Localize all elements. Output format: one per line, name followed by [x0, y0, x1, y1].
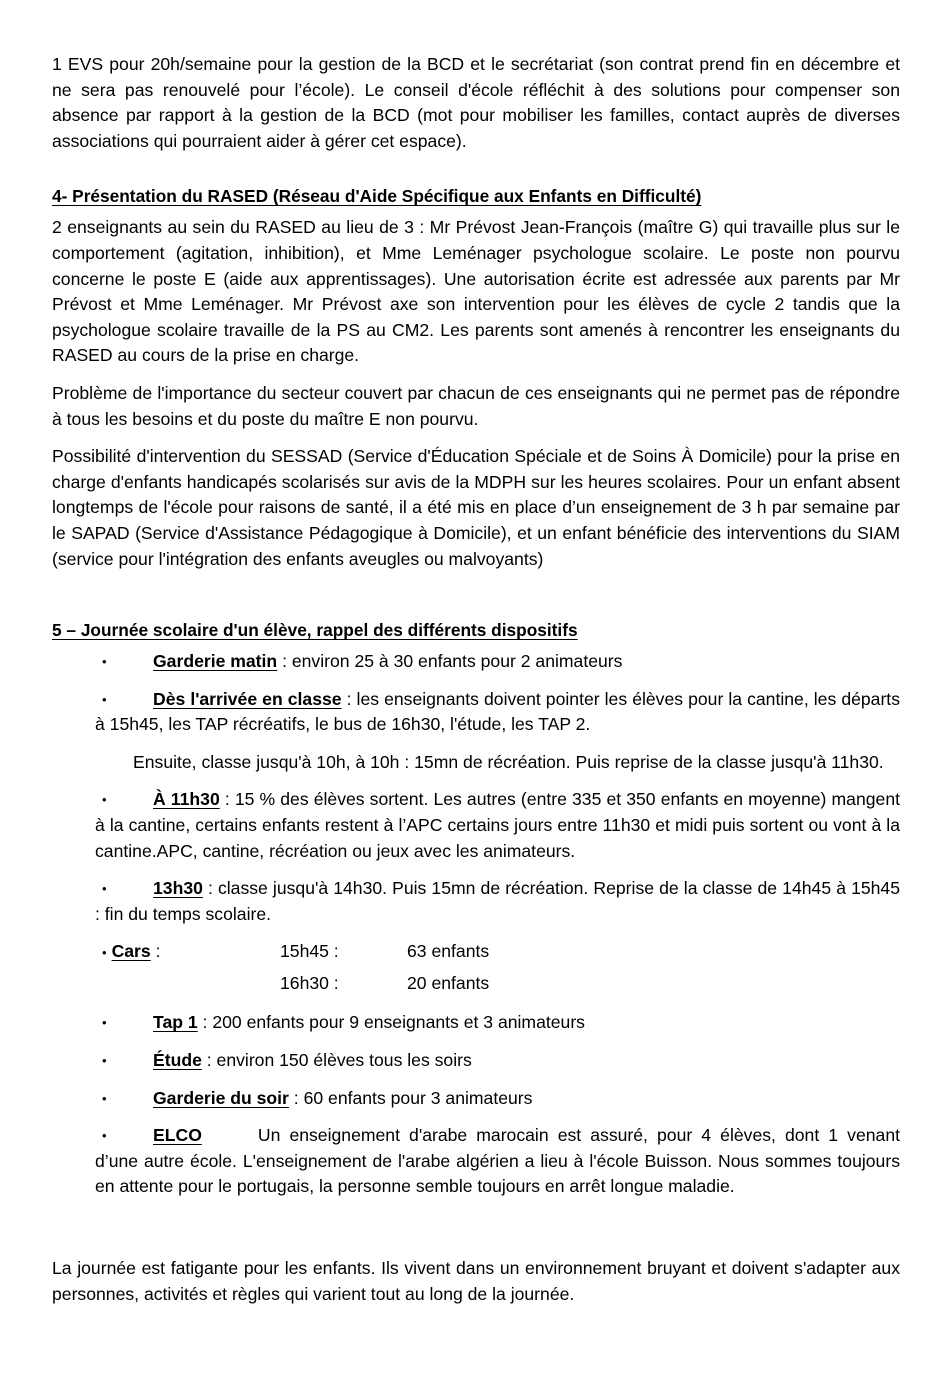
section-4-heading: 4- Présentation du RASED (Réseau d'Aide Spécifique aux Enfants en Difficulté) [52, 186, 702, 207]
cars-count-value: 63 enfants [407, 941, 490, 962]
list-item [52, 1048, 900, 1074]
bullet-icon: • [102, 1015, 107, 1031]
section-4-paragraph-2: Problème de l'importance du secteur couvert par chacun de ces enseignants qui ne permet pas de répondre à tous les besoins et du poste du maître E non pourvu. [52, 382, 900, 429]
bullet-lead-label: Garderie matin [153, 651, 278, 672]
bullet-icon: • [102, 792, 107, 808]
list-item [52, 649, 900, 675]
bullet-row [52, 1123, 900, 1200]
bullet-row [52, 1010, 900, 1036]
document-body [52, 52, 900, 1307]
bullet-row [52, 649, 900, 675]
bullet-lead-label: Dès l'arrivée en classe [153, 688, 342, 709]
bullet-row [52, 1086, 900, 1112]
spacer [52, 675, 900, 687]
bullet-row [52, 787, 900, 864]
list-item [52, 1123, 900, 1200]
cars-lead-label: Cars [111, 941, 151, 962]
cars-time-value: 16h30 : [280, 973, 339, 994]
bullet-icon: • [102, 881, 107, 897]
bullet-row [52, 687, 900, 738]
bullet-text [95, 1048, 900, 1074]
bullet-icon: • [102, 654, 107, 670]
bullet-rest-text: Un enseignement d'arabe marocain est assuré, pour 4 élèves, dont 1 venant d’une autre école. L'enseignement de l'arabe algérien a lieu à l'école Buisson. Nous sommes toujours en attente pour le portugais, la personne semble toujours en arrêt longue maladie. [95, 1125, 900, 1197]
spacer [52, 1074, 900, 1086]
bullet-row [52, 1048, 900, 1074]
bullet-icon: • [102, 945, 107, 961]
bullet-icon: • [102, 1053, 107, 1069]
bullet-row [52, 876, 900, 927]
spacer [52, 154, 900, 184]
bullet-text [95, 787, 900, 864]
spacer [52, 642, 900, 649]
list-item-cars [52, 939, 900, 1003]
bullet-lead-label: À 11h30 [153, 789, 220, 810]
spacer [52, 432, 900, 444]
bullet-icon: • [102, 691, 107, 707]
cars-row [52, 971, 900, 1003]
list-item [52, 876, 900, 927]
bullet-lead-label: Tap 1 [153, 1012, 198, 1033]
bullet-lead-label: ELCO [153, 1125, 202, 1146]
cars-label-cell [102, 939, 160, 966]
bullet-rest-text: : classe jusqu'à 14h30. Puis 15mn de récréation. Reprise de la classe de 14h45 à 15h45 : fin du temps scolaire. [95, 878, 900, 924]
bullet-text [95, 1123, 900, 1200]
bullet-text [95, 1010, 900, 1036]
section-4-paragraph-1: 2 enseignants au sein du RASED au lieu de 3 : Mr Prévost Jean-François (maître G) qui travaille plus sur le comportement (agitation, inhibition), et Mme Leménager psychologue scolaire. Le poste non pourvu concerne le poste E (aide aux apprentissages). Une autorisation écrite est adressée aux parents par Mr Prévost et Mme Leménager. Mr Prévost axe son intervention pour les élèves de cycle 2 tandis que la psychologue scolaire travaille de la PS au CM2. Les parents sont amenés à rencontrer les enseignants du RASED au cours de la prise en charge. [52, 217, 900, 366]
bullet-rest-text: : 15 % des élèves sortent. Les autres (entre 335 et 350 enfants en moyenne) mangent à la cantine, certains enfants restent à l’APC certains jours entre 11h30 et midi puis sortent ou vont à la cantine.APC, cantine, récréation ou jeux avec les animateurs. [95, 789, 900, 861]
list-item [52, 687, 900, 738]
bullet-lead-label: Garderie du soir [153, 1087, 289, 1108]
spacer [52, 775, 900, 787]
section-5-heading: 5 – Journée scolaire d'un élève, rappel des différents dispositifs [52, 620, 578, 641]
bullet-lead-label: 13h30 [153, 878, 203, 899]
cars-count-value: 20 enfants [407, 973, 490, 994]
bullet-rest-text: : environ 150 élèves tous les soirs [201, 1050, 472, 1071]
dispositifs-list [52, 649, 900, 1200]
bullet-text [95, 687, 900, 738]
spacer [52, 208, 900, 215]
bullet-lead-label: Étude [153, 1050, 202, 1071]
ensuite-sub-paragraph: Ensuite, classe jusqu'à 10h, à 10h : 15mn de récréation. Puis reprise de la classe jusqu'à 11h30. [133, 751, 884, 772]
bullet-icon: • [102, 1128, 107, 1144]
spacer [52, 864, 900, 876]
spacer [52, 1111, 900, 1123]
spacer [52, 1036, 900, 1048]
list-item [52, 787, 900, 864]
spacer [52, 1003, 900, 1010]
list-item [52, 1086, 900, 1112]
bullet-rest-text: : 200 enfants pour 9 enseignants et 3 animateurs [197, 1012, 585, 1033]
bullet-text [95, 649, 900, 675]
bullet-text [95, 876, 900, 927]
list-item [52, 1010, 900, 1036]
bullet-rest-text: : environ 25 à 30 enfants pour 2 animateurs [277, 651, 623, 672]
spacer [52, 927, 900, 939]
spacer [52, 738, 900, 750]
section-4-paragraph-3: Possibilité d'intervention du SESSAD (Service d'Éducation Spéciale et de Soins À Domicile) pour la prise en charge d'enfants handicapés scolarisés sur avis de la MDPH sur les heures scolaires. Pour un enfant absent longtemps de l'école pour raisons de santé, il a été mis en place d’un enseignement de 3 h par semaine par le SAPAD (Service d'Assistance Pédagogique à Domicile), et un enfant bénéficie des interventions du SIAM (service pour l'intégration des enfants aveugles ou malvoyants) [52, 446, 900, 569]
bullet-rest-text: : les enseignants doivent pointer les élèves pour la cantine, les départs à 15h45, les TAP récréatifs, le bus de 16h30, l'étude, les TAP 2. [95, 688, 900, 735]
bullet-rest-text: : 60 enfants pour 3 animateurs [288, 1087, 533, 1108]
closing-paragraph: La journée est fatigante pour les enfants. Ils vivent dans un environnement bruyant et doivent s'adapter aux personnes, activités et règles qui varient tout au long de la journée. [52, 1258, 900, 1304]
cars-label-separator: : [150, 941, 161, 962]
cars-time-value: 15h45 : [280, 941, 339, 962]
bullet-icon: • [102, 1090, 107, 1106]
bullet-text [95, 1086, 900, 1112]
cars-row [52, 939, 900, 971]
intro-paragraph: 1 EVS pour 20h/semaine pour la gestion de la BCD et le secrétariat (son contrat prend fin en décembre et ne sera pas renouvelé pour l’école). Le conseil d'école réfléchit à des solutions pour compenser son absence par rapport à la gestion de la BCD (mot pour mobiliser les familles, contact auprès de diverses associations qui pourraient aider à gérer cet espace). [52, 54, 900, 151]
spacer [52, 572, 900, 618]
spacer [52, 1200, 900, 1256]
spacer [52, 369, 900, 381]
